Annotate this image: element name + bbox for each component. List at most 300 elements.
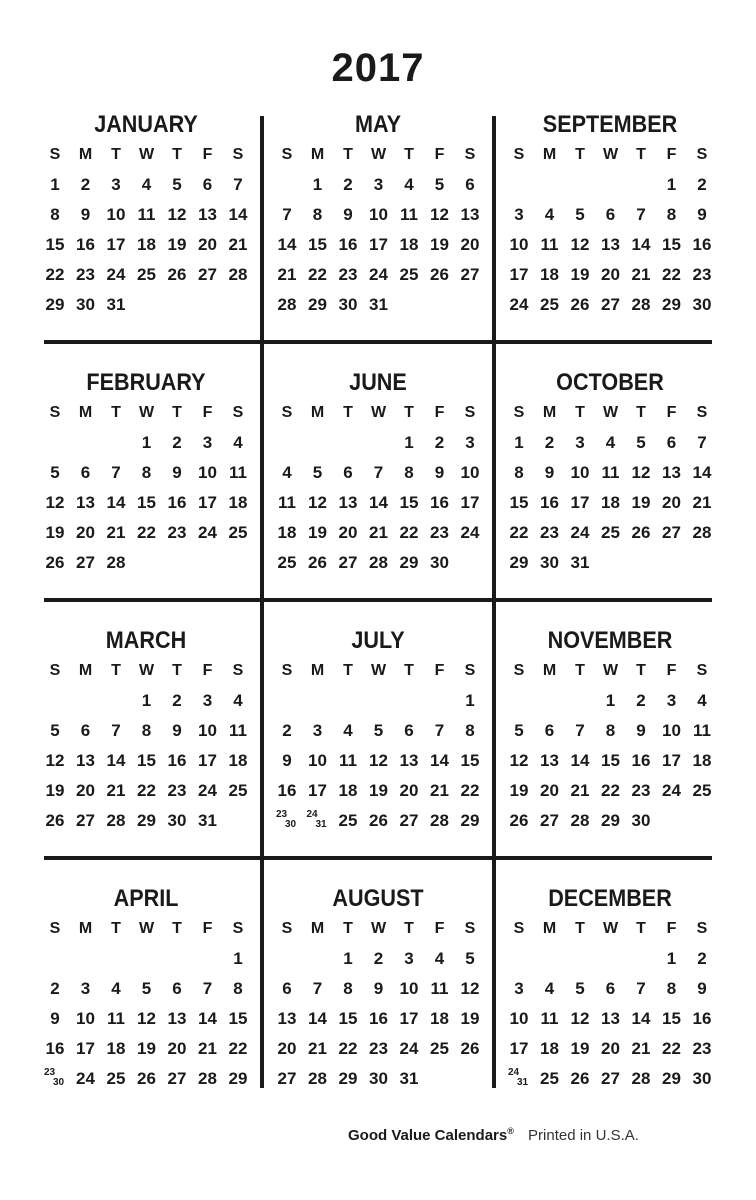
week-row [40,1034,252,1064]
day-cell: 2 [434,433,445,452]
divider-vertical [260,116,264,1088]
week-row [40,974,252,1004]
weekday-label: W [602,146,619,163]
day-cell: 19 [45,523,65,542]
day-cell: 21 [106,523,126,542]
week-row [504,548,716,578]
week-row [504,260,716,290]
month-june [272,368,484,578]
weekday-label: S [49,404,61,421]
day-cell: 21 [106,781,126,800]
day-cell: 4 [233,691,243,710]
day-cell: 7 [111,463,121,482]
week-row [272,200,484,230]
day-cell: 10 [662,721,681,740]
day-cell: 18 [601,493,620,512]
weekday-header [40,398,252,428]
weekday-label: S [513,404,525,421]
day-cell: 16 [76,235,95,254]
weekday-label: T [343,146,353,163]
day-cell: 8 [50,205,60,224]
day-cell: 6 [202,175,213,194]
day-cell: 26 [369,811,388,830]
day-cell: 17 [509,1039,529,1058]
weekday-label: F [666,662,677,679]
week-row [40,170,252,200]
day-cell: 8 [141,463,152,482]
day-cell: 25 [692,781,712,800]
week-row [272,1064,484,1094]
day-cell: 17 [399,1009,419,1028]
week-row [272,518,484,548]
day-cell: 1 [141,691,152,710]
day-cell: 11 [601,463,620,482]
weekday-label: S [513,146,525,163]
day-cell: 15 [399,493,419,512]
day-cell: 27 [601,295,620,314]
day-cell: 22 [228,1039,248,1058]
day-cell: 26 [308,553,327,572]
week-row [504,170,716,200]
weekday-label: W [138,146,155,163]
day-cell: 22 [338,1039,358,1058]
day-cell: 3 [465,433,475,452]
day-cell: 10 [106,205,126,224]
day-cell: 12 [45,493,65,512]
week-row [40,686,252,716]
month-april [40,884,252,1094]
week-row [272,548,484,578]
day-cell: 14 [430,751,449,770]
day-cell: 28 [106,811,126,830]
day-cell: 11 [540,235,559,254]
day-cell: 20 [167,1039,187,1058]
day-cell: 24 [662,781,681,800]
day-cell: 12 [430,205,449,224]
week-row [40,548,252,578]
day-cell: 13 [399,751,419,770]
day-cell: 28 [631,295,651,314]
day-cell: 6 [282,979,292,998]
day-cell: 25 [338,811,358,830]
weekday-label: T [343,404,353,421]
printed-note: Printed in U.S.A. [528,1127,639,1144]
weekday-label: W [602,920,619,937]
week-row [504,716,716,746]
day-cell: 4 [111,979,121,998]
day-cell: 23 [338,265,358,284]
day-cell: 7 [312,979,323,998]
day-number-bottom: 30 [285,819,297,830]
footer [348,1126,639,1144]
day-cell: 27 [460,265,480,284]
day-cell: 28 [277,295,297,314]
week-row [504,488,716,518]
day-cell: 15 [601,751,620,770]
day-cell: 3 [575,433,585,452]
day-cell: 24 [198,781,217,800]
day-cell: 27 [167,1069,187,1088]
day-cell: 7 [233,175,243,194]
week-row [272,686,484,716]
day-cell: 15 [662,1009,681,1028]
week-row [40,944,252,974]
day-cell: 13 [601,235,620,254]
day-cell: 19 [631,493,651,512]
day-cell: 3 [80,979,91,998]
day-cell: 18 [540,1039,559,1058]
day-cell: 14 [692,463,712,482]
day-cell: 14 [106,751,126,770]
month-october [504,368,716,578]
month-name: SEPTEMBER [542,111,678,138]
day-cell: 28 [106,553,126,572]
day-cell: 17 [662,751,681,770]
day-number-top: 23 [276,809,288,820]
day-cell: 14 [570,751,590,770]
weekday-label: F [666,146,677,163]
day-cell: 17 [76,1039,95,1058]
weekday-label: T [172,662,182,679]
weekday-label: T [575,146,585,163]
month-name: MARCH [105,627,187,654]
day-cell: 15 [308,235,327,254]
month-may [272,110,484,320]
week-row [504,1034,716,1064]
day-cell: 15 [460,751,480,770]
day-cell: 22 [308,265,327,284]
day-cell: 23 [692,265,712,284]
day-cell: 27 [277,1069,297,1088]
day-cell: 11 [137,205,156,224]
day-cell: 12 [460,979,480,998]
weekday-label: T [575,920,585,937]
weekday-label: T [404,146,414,163]
weekday-label: M [310,146,325,163]
day-cell: 26 [137,1069,156,1088]
day-cell: 16 [540,493,559,512]
week-row [504,518,716,548]
divider-horizontal [44,340,712,344]
day-cell: 18 [430,1009,449,1028]
day-cell: 13 [198,205,217,224]
weekday-label: S [281,146,293,163]
week-row [40,458,252,488]
day-cell: 26 [631,523,651,542]
week-row [272,1034,484,1064]
day-number-bottom: 31 [517,1077,529,1088]
day-cell: 18 [338,781,358,800]
day-cell: 18 [399,235,419,254]
weekday-label: M [542,404,557,421]
day-cell: 9 [172,463,182,482]
day-cell: 8 [233,979,243,998]
weekday-label: W [602,404,619,421]
day-cell: 29 [45,295,65,314]
day-cell: 12 [167,205,187,224]
day-cell: 3 [666,691,677,710]
day-cell: 22 [137,523,156,542]
day-cell: 9 [172,721,182,740]
weekday-label: S [696,404,708,421]
day-cell: 11 [693,721,711,740]
weekday-label: F [666,404,677,421]
day-cell: 21 [631,1039,651,1058]
day-cell: 15 [137,493,156,512]
day-cell: 2 [697,175,707,194]
day-cell: 7 [575,721,585,740]
day-cell: 18 [137,235,156,254]
weekday-label: W [370,920,387,937]
day-cell: 1 [404,433,414,452]
day-cell: 15 [45,235,65,254]
day-cell: 28 [198,1069,217,1088]
weekday-label: S [232,920,244,937]
day-cell: 14 [631,1009,651,1028]
day-cell: 25 [430,1039,449,1058]
day-cell: 11 [229,721,247,740]
day-cell: 27 [601,1069,620,1088]
weekday-label: M [542,146,557,163]
day-cell: 26 [45,811,65,830]
weekday-label: F [434,404,445,421]
week-row [40,716,252,746]
day-cell: 22 [601,781,620,800]
day-cell: 9 [434,463,445,482]
day-cell: 30 [369,1069,388,1088]
month-name: JUNE [349,369,407,396]
day-cell: 22 [137,781,156,800]
day-cell: 13 [460,205,480,224]
day-cell: 3 [373,175,384,194]
day-cell: 19 [430,235,449,254]
day-cell: 27 [540,811,559,830]
day-cell: 20 [277,1039,297,1058]
day-cell: 4 [434,949,445,968]
week-row [40,518,252,548]
day-cell: 3 [514,979,524,998]
day-cell: 3 [202,691,213,710]
day-cell: 12 [570,1009,590,1028]
day-cell: 10 [198,721,217,740]
day-cell: 15 [662,235,681,254]
day-cell: 12 [509,751,529,770]
weekday-label: T [172,404,182,421]
brand-name: Good Value Calendars [348,1127,508,1144]
day-cell: 6 [80,721,91,740]
day-cell: 26 [430,265,449,284]
day-cell: 12 [308,493,327,512]
weekday-label: S [696,146,708,163]
day-cell: 4 [233,433,243,452]
day-cell: 15 [338,1009,358,1028]
weekday-header [504,140,716,170]
day-cell: 8 [465,721,475,740]
week-row [40,746,252,776]
day-cell: 10 [509,235,529,254]
day-cell: 9 [697,205,707,224]
day-cell: 28 [570,811,590,830]
day-cell: 6 [544,721,555,740]
day-cell: 20 [198,235,217,254]
weekday-label: S [464,662,476,679]
day-cell: 26 [460,1039,480,1058]
day-cell: 29 [228,1069,248,1088]
weekday-label: M [310,920,325,937]
day-cell: 11 [400,205,418,224]
weekday-label: S [49,146,61,163]
day-cell: 26 [509,811,529,830]
day-cell: 10 [460,463,480,482]
day-cell: 18 [228,751,248,770]
day-cell: 25 [228,523,248,542]
day-cell: 19 [45,781,65,800]
day-cell: 13 [601,1009,620,1028]
week-row [504,290,716,320]
weekday-label: S [464,146,476,163]
day-cell: 17 [198,751,217,770]
day-cell: 26 [570,295,590,314]
day-cell: 21 [228,235,248,254]
month-name: OCTOBER [556,369,664,396]
weekday-label: M [542,920,557,937]
day-cell: 22 [45,265,65,284]
week-row [40,230,252,260]
week-row [272,716,484,746]
day-cell: 1 [312,175,323,194]
day-cell: 29 [399,553,419,572]
day-cell: 6 [343,463,353,482]
day-cell: 15 [137,751,156,770]
day-cell: 25 [228,781,248,800]
day-cell: 4 [544,205,555,224]
day-cell: 30 [430,553,449,572]
day-cell: 25 [540,1069,559,1088]
day-cell: 23 [76,265,95,284]
day-cell: 4 [282,463,292,482]
week-row [272,776,484,806]
day-cell: 18 [106,1039,126,1058]
day-cell: 22 [399,523,419,542]
day-cell: 7 [111,721,121,740]
week-row [504,686,716,716]
year-title: 2017 [331,46,425,90]
day-cell: 14 [106,493,126,512]
day-cell: 9 [544,463,555,482]
weekday-label: F [666,920,677,937]
week-row [272,458,484,488]
day-cell: 12 [631,463,651,482]
day-cell: 30 [631,811,651,830]
day-cell: 29 [662,295,681,314]
weekday-label: T [575,404,585,421]
day-cell: 8 [141,721,152,740]
weekday-label: T [636,920,646,937]
weekday-label: T [111,662,121,679]
day-cell: 15 [228,1009,248,1028]
week-row [272,428,484,458]
day-cell: 27 [76,553,95,572]
day-cell: 31 [570,553,590,572]
day-cell: 23 [167,523,187,542]
day-cell: 6 [404,721,414,740]
day-cell: 19 [570,1039,590,1058]
week-row [40,290,252,320]
day-cell: 10 [570,463,590,482]
day-number-top: 23 [44,1067,56,1078]
day-cell: 30 [76,295,95,314]
day-cell: 6 [605,979,616,998]
day-cell: 15 [509,493,529,512]
day-cell: 29 [662,1069,681,1088]
day-cell: 19 [308,523,327,542]
weekday-label: M [542,662,557,679]
weekday-label: F [202,404,213,421]
day-cell: 27 [76,811,95,830]
day-cell: 5 [575,205,585,224]
day-cell: 2 [50,979,60,998]
day-cell: 6 [605,205,616,224]
day-cell: 8 [605,721,616,740]
month-name: NOVEMBER [547,627,673,654]
month-name: MAY [354,111,402,138]
day-cell: 27 [198,265,217,284]
weekday-label: T [636,662,646,679]
weekday-header [272,140,484,170]
week-row [40,260,252,290]
day-cell: 20 [338,523,358,542]
day-cell: 18 [692,751,712,770]
weekday-label: W [370,146,387,163]
day-cell: 7 [282,205,292,224]
day-cell: 5 [636,433,646,452]
week-row [504,776,716,806]
weekday-header [272,914,484,944]
divider-horizontal [44,856,712,860]
weekday-label: S [464,920,476,937]
day-cell: 20 [540,781,559,800]
weekday-label: M [310,662,325,679]
day-cell: 29 [460,811,480,830]
day-cell: 22 [509,523,529,542]
day-cell [303,806,333,836]
weekday-label: T [111,404,121,421]
day-cell: 12 [570,235,590,254]
day-cell: 20 [601,265,620,284]
day-cell: 16 [167,751,187,770]
day-cell: 21 [308,1039,327,1058]
weekday-label: T [343,920,353,937]
week-row [504,974,716,1004]
day-cell: 23 [167,781,187,800]
day-cell: 2 [80,175,91,194]
day-cell: 28 [631,1069,651,1088]
weekday-label: F [202,146,213,163]
day-cell: 12 [137,1009,156,1028]
day-cell: 18 [277,523,297,542]
day-cell: 2 [697,949,707,968]
day-cell: 10 [198,463,217,482]
weekday-label: S [513,920,525,937]
day-cell: 23 [369,1039,388,1058]
day-cell: 1 [233,949,243,968]
day-cell: 20 [76,781,95,800]
weekday-label: S [232,146,244,163]
day-cell: 9 [80,205,91,224]
weekday-label: S [513,662,525,679]
day-cell: 30 [167,811,187,830]
day-cell: 11 [430,979,449,998]
